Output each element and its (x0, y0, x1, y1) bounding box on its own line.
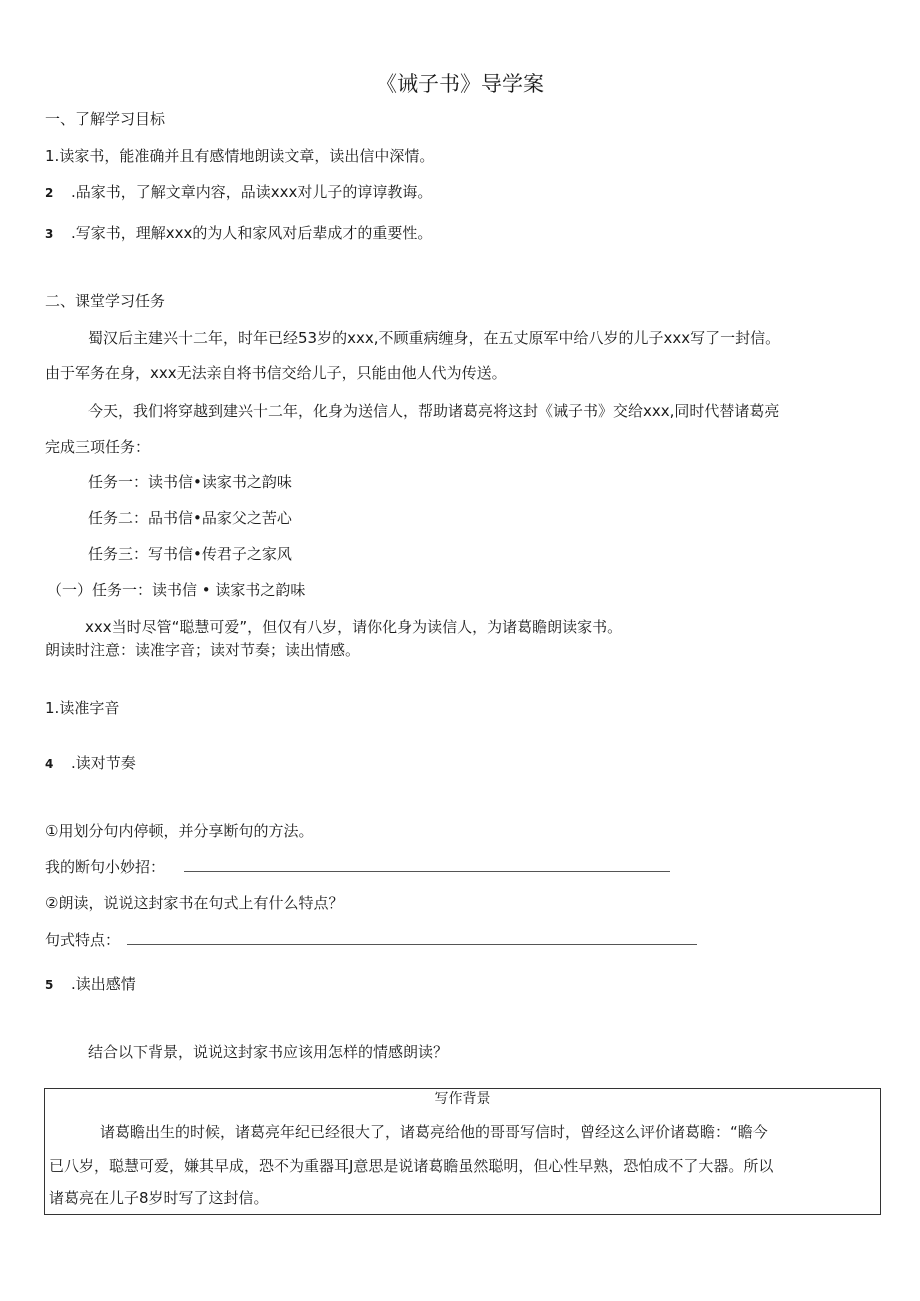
subtask-number: 5 (45, 978, 54, 992)
subtask-text: .读对节奏 (71, 754, 136, 772)
goal-item-1 (45, 145, 434, 167)
answer-label: 我的断句小妙招： (45, 858, 166, 876)
emotion-prompt: 结合以下背景，说说这封家书应该用怎样的情感朗读？ (88, 1043, 449, 1061)
subtask-emotion (45, 973, 136, 996)
section-heading-tasks: 二、课堂学习任务 (45, 292, 166, 310)
subtask-number: 1. (45, 699, 60, 717)
question-1: ①用划分句内停顿，并分享断句的方法。 (45, 822, 314, 840)
goal-text: 读家书，能准确并且有感情地朗读文章，读出信中深情。 (59, 147, 435, 165)
paragraph-today-line-2: 完成三项任务： (45, 438, 151, 456)
subtask-text: 读准字音 (59, 699, 120, 717)
subtask-pronunciation (45, 697, 119, 719)
section-heading-goals: 一、了解学习目标 (45, 110, 166, 128)
sentence-answer-blank[interactable] (127, 930, 697, 945)
paragraph-today-line-1: 今天，我们将穿越到建兴十二年，化身为送信人，帮助诸葛亮将这封《诫子书》交给xxx,同时代替诸葛亮 (88, 402, 780, 420)
goal-item-3 (45, 222, 432, 245)
goal-number: 1. (45, 147, 60, 165)
part1-intro: xxx当时尽管“聪慧可爱”，但仅有八岁，请你化身为读信人，为诸葛瞻朗读家书。 (85, 618, 623, 636)
background-line-3: 诸葛亮在儿子8岁时写了这封信。 (49, 1189, 269, 1207)
background-line-2: 已八岁，聪慧可爱，嫌其早成，恐不为重器耳J意思是说诸葛瞻虽然聪明，但心性早熟，恐怕成不了大器。所以 (49, 1157, 774, 1175)
goal-number: 3 (45, 227, 54, 241)
goal-text: .品家书，了解文章内容，品读xxx对儿子的谆谆教诲。 (71, 183, 433, 201)
goal-text: .写家书，理解xxx的为人和家风对后辈成才的重要性。 (71, 224, 433, 242)
question-2: ②朗读，说说这封家书在句式上有什么特点？ (45, 894, 344, 912)
answer-label: 句式特点： (45, 931, 121, 949)
paragraph-intro-line-1: 蜀汉后主建兴十二年，时年已经53岁的xxx,不顾重病缠身，在五丈原军中给八岁的儿子xxx写了一封信。 (88, 329, 781, 347)
subtask-number: 4 (45, 757, 54, 771)
answer-row-sentence (45, 929, 697, 951)
background-line-1: 诸葛瞻出生的时候，诸葛亮年纪已经很大了，诸葛亮给他的哥哥写信时，曾经这么评价诸葛瞻：“瞻今 (100, 1123, 768, 1141)
paragraph-intro-line-2: 由于军务在身，xxx无法亲自将书信交给儿子，只能由他人代为传送。 (45, 364, 507, 382)
task-item-1: 任务一：读书信•读家书之韵味 (88, 473, 292, 491)
goal-number: 2 (45, 186, 54, 200)
reading-note: 朗读时注意：读准字音；读对节奏；读出情感。 (45, 641, 361, 659)
task-item-2: 任务二：品书信•品家父之苦心 (88, 509, 292, 527)
task-item-3: 任务三：写书信•传君子之家风 (88, 545, 292, 563)
page-title: 《诫子书》导学案 (376, 72, 544, 96)
subtask-rhythm (45, 752, 136, 775)
subtask-text: .读出感情 (71, 975, 136, 993)
background-box (44, 1088, 881, 1215)
part1-heading: （一）任务一：读书信 • 读家书之韵味 (47, 581, 306, 599)
goal-item-2 (45, 181, 432, 204)
background-title: 写作背景 (434, 1091, 491, 1107)
answer-row-tips (45, 856, 670, 878)
tips-answer-blank[interactable] (184, 857, 670, 872)
